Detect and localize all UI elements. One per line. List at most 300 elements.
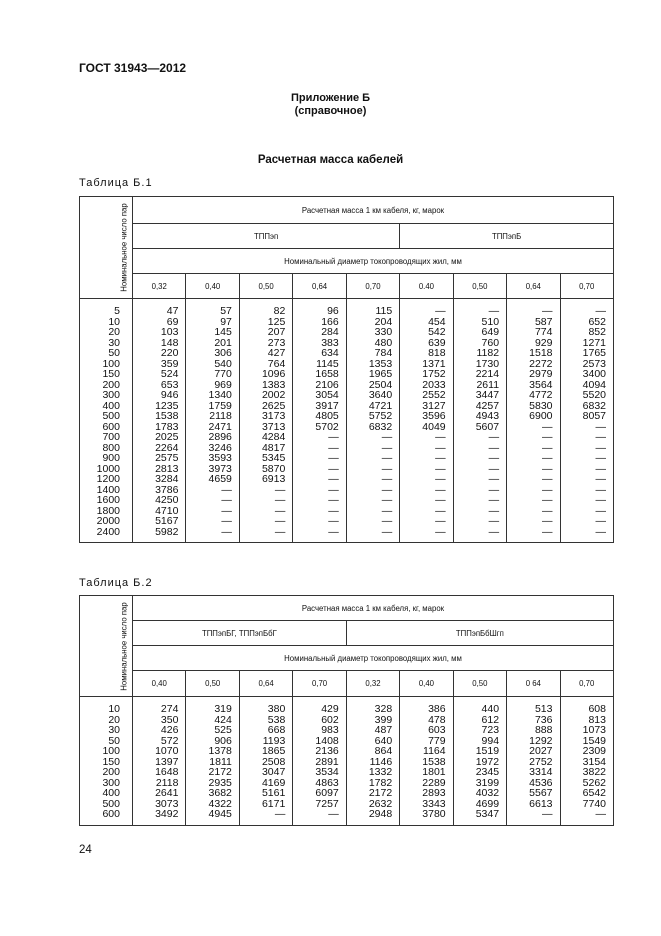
- table-cell: 3073: [155, 797, 179, 810]
- table-cell: 1648: [155, 766, 179, 778]
- table-cell: —: [381, 473, 393, 485]
- table-cell: 2948: [368, 808, 393, 820]
- table-cell: 2272: [529, 357, 553, 370]
- table-cell: 1193: [262, 734, 286, 747]
- table-cell: 770: [214, 368, 232, 380]
- table-cell: 150: [102, 368, 120, 380]
- table-cell: 4659: [208, 473, 232, 485]
- table-cell: —: [595, 494, 606, 506]
- table-cell: 4772: [529, 389, 553, 401]
- table-cell: 1658: [315, 368, 339, 380]
- table-cell: 524: [160, 368, 179, 380]
- table-cell: 478: [428, 713, 446, 726]
- table-cell: 5161: [261, 787, 286, 799]
- table-cell: —: [381, 483, 393, 496]
- table-cell: 100: [102, 745, 120, 757]
- table-cell: 3343: [422, 797, 446, 810]
- table1-data-column: [186, 299, 239, 543]
- table-cell: 608: [588, 703, 606, 715]
- table-cell: 700: [102, 431, 120, 443]
- annex-subtitle: (справочное): [294, 105, 367, 117]
- table-cell: 525: [214, 724, 232, 736]
- table-cell: —: [435, 473, 446, 485]
- table-cell: —: [542, 452, 553, 464]
- table-cell: 7740: [582, 797, 606, 810]
- table-cell: 2979: [529, 368, 553, 380]
- section-title: Расчетная масса кабелей: [257, 154, 404, 166]
- table2-diameter: 0,40: [400, 671, 453, 697]
- table-cell: 1164: [423, 745, 446, 757]
- table-cell: 1752: [422, 368, 446, 380]
- table-cell: 150: [102, 755, 120, 768]
- table-cell: 330: [374, 326, 393, 338]
- table-cell: 946: [160, 389, 179, 401]
- table-cell: 649: [481, 326, 500, 338]
- table-cell: 600: [102, 420, 120, 433]
- table2-data-column: [239, 697, 292, 826]
- table-cell: —: [381, 441, 393, 454]
- table-cell: —: [488, 452, 500, 464]
- table-cell: 100: [102, 357, 120, 370]
- table1-data-column: [507, 299, 560, 543]
- table-cell: —: [328, 525, 339, 538]
- table-cell: 3593: [208, 452, 232, 464]
- table-cell: —: [542, 420, 553, 433]
- table-cell: 20: [108, 713, 120, 726]
- table-cell: 3534: [315, 766, 339, 778]
- table1-data-column: [560, 299, 614, 543]
- table2-diameter-row: [80, 671, 614, 697]
- table-cell: 2504: [368, 378, 393, 391]
- table1-diameter-header: Номинальный диаметр токопроводящих жил, мм: [133, 249, 614, 274]
- table-cell: 3127: [422, 399, 446, 412]
- table-cell: 20: [108, 326, 120, 338]
- table2-diameter: 0,70: [560, 671, 614, 697]
- table2: [79, 595, 614, 826]
- table-cell: 1371: [422, 357, 446, 370]
- table-cell: —: [595, 305, 606, 317]
- table1-diameter: 0,50: [453, 274, 506, 299]
- table-cell: 1332: [368, 766, 393, 778]
- table-cell: —: [328, 441, 339, 454]
- table-cell: 774: [534, 326, 553, 338]
- table-cell: 1965: [368, 368, 393, 380]
- table-cell: 3246: [208, 441, 232, 454]
- table-cell: 284: [321, 326, 339, 338]
- table2-data-column: [453, 697, 506, 826]
- table-cell: 1408: [315, 734, 339, 747]
- table-cell: 3713: [261, 420, 286, 433]
- table2-diameter: 0,32: [346, 671, 399, 697]
- table-cell: 6913: [261, 473, 286, 485]
- table-cell: 204: [374, 315, 393, 328]
- table-cell: 4699: [475, 797, 500, 810]
- table-cell: —: [328, 462, 339, 475]
- table-cell: 513: [534, 703, 553, 715]
- table1-group-0: ТППэп: [133, 224, 400, 249]
- table-cell: 3447: [475, 389, 500, 401]
- table-cell: 1400: [96, 483, 120, 496]
- table1-body: [80, 299, 614, 543]
- table-cell: —: [435, 515, 446, 527]
- table-cell: 4049: [422, 420, 446, 433]
- table-cell: 1200: [96, 473, 120, 485]
- table-cell: 1182: [476, 347, 500, 359]
- table-cell: 760: [481, 336, 500, 349]
- table1-data-column: [239, 299, 292, 543]
- table-cell: —: [435, 525, 446, 538]
- table-cell: 3917: [315, 399, 339, 412]
- table-cell: 864: [374, 745, 393, 757]
- table-cell: 784: [374, 347, 393, 359]
- table-cell: 440: [481, 703, 500, 715]
- table-cell: 4863: [315, 776, 339, 789]
- table-cell: —: [595, 525, 606, 538]
- table-cell: —: [542, 808, 553, 820]
- table-cell: 380: [267, 703, 286, 715]
- table-cell: 1340: [208, 389, 232, 401]
- table2-diameter: 0,50: [186, 671, 239, 697]
- table-cell: 1538: [155, 410, 179, 422]
- table-cell: 2000: [96, 515, 120, 527]
- table1: [79, 196, 614, 543]
- table-cell: —: [542, 525, 553, 538]
- table-cell: 273: [267, 336, 286, 349]
- table-cell: —: [274, 515, 286, 527]
- table1-group-1: ТППэпБ: [400, 224, 614, 249]
- table-cell: 500: [102, 797, 120, 810]
- table-cell: 2508: [261, 755, 286, 768]
- table-cell: 3682: [208, 787, 232, 799]
- table-cell: —: [488, 515, 500, 527]
- table-cell: 603: [428, 724, 446, 736]
- table-cell: 600: [102, 808, 120, 820]
- table2-data-column: [507, 697, 560, 826]
- document-code: ГОСТ 31943—2012: [79, 61, 187, 75]
- table-cell: 82: [273, 305, 286, 317]
- table-cell: 1000: [96, 462, 120, 475]
- table-cell: —: [595, 504, 606, 517]
- table-cell: 1783: [155, 420, 179, 433]
- table-cell: —: [542, 441, 553, 454]
- table-cell: 4094: [582, 378, 606, 391]
- table-cell: 1271: [582, 336, 606, 349]
- table-cell: 4817: [261, 441, 286, 454]
- table-cell: —: [595, 483, 606, 496]
- table-cell: 2025: [155, 431, 179, 443]
- table-cell: —: [221, 504, 232, 517]
- table-cell: 1146: [369, 755, 393, 768]
- table-cell: 640: [374, 734, 393, 747]
- table2-group-0: ТППэпБГ, ТППэпБбГ: [133, 621, 347, 646]
- table-cell: 5520: [582, 389, 606, 401]
- table-cell: 5567: [529, 787, 553, 799]
- table2-data-column: [400, 697, 453, 826]
- table-cell: 2172: [368, 787, 393, 799]
- table-cell: 1549: [582, 734, 606, 747]
- annex-heading: [0, 92, 661, 118]
- table1-diameter-row: [80, 274, 614, 299]
- table-cell: 1759: [208, 399, 232, 412]
- table-cell: —: [542, 431, 553, 443]
- table-cell: 50: [108, 347, 120, 359]
- table-cell: 2632: [368, 797, 393, 810]
- table1-data-column: [346, 299, 399, 543]
- table1-stub-header-text: Номинальное число пар: [119, 203, 129, 292]
- table2-diameter: 0,40: [133, 671, 186, 697]
- table-cell: 3973: [208, 462, 232, 475]
- table2-data-column: [346, 697, 399, 826]
- table-cell: 800: [102, 441, 120, 454]
- table-cell: 4322: [208, 797, 232, 810]
- table-cell: —: [328, 483, 339, 496]
- table-cell: 103: [160, 326, 179, 338]
- table-cell: 2289: [422, 776, 446, 789]
- table-cell: —: [221, 494, 232, 506]
- table1-caption: Таблица Б.1: [79, 177, 153, 189]
- table-cell: —: [595, 515, 606, 527]
- table-cell: 2106: [315, 378, 339, 391]
- table-cell: 540: [214, 357, 232, 370]
- table-cell: —: [435, 431, 446, 443]
- table-cell: 400: [102, 787, 120, 799]
- table-cell: 587: [534, 315, 553, 328]
- table-cell: —: [381, 515, 393, 527]
- table-cell: —: [381, 494, 393, 506]
- table-cell: —: [488, 305, 500, 317]
- table-cell: 1972: [475, 755, 500, 768]
- table-cell: 542: [428, 326, 446, 338]
- table-cell: 328: [374, 703, 393, 715]
- table-cell: 1765: [582, 347, 606, 359]
- table-cell: —: [488, 525, 500, 538]
- table-cell: —: [381, 525, 393, 538]
- table-cell: 4805: [315, 410, 339, 422]
- table-cell: —: [542, 473, 553, 485]
- table1-diameter: 0,70: [560, 274, 614, 299]
- table-cell: 5607: [475, 420, 500, 433]
- table-cell: —: [274, 808, 286, 820]
- table-cell: 6542: [582, 787, 606, 799]
- table2-data-column: [133, 697, 186, 826]
- table2-data-column: [293, 697, 346, 826]
- table-cell: —: [381, 504, 393, 517]
- table-cell: 4710: [155, 504, 179, 517]
- table-cell: 969: [214, 378, 232, 391]
- table-cell: —: [328, 431, 339, 443]
- table1-diameter: 0,70: [346, 274, 399, 299]
- table-cell: —: [328, 808, 339, 820]
- table-cell: 424: [214, 713, 232, 726]
- table2-diameter: 0,64: [239, 671, 292, 697]
- table-cell: 145: [214, 326, 232, 338]
- table-cell: 1378: [208, 745, 232, 757]
- table-cell: —: [595, 420, 606, 433]
- table-cell: 2575: [155, 452, 179, 464]
- table-cell: 1145: [316, 357, 339, 370]
- table-cell: 888: [534, 724, 553, 736]
- table-cell: 1782: [368, 776, 393, 789]
- table-cell: 97: [220, 315, 232, 328]
- table-cell: 480: [374, 336, 393, 349]
- table-cell: 818: [428, 347, 446, 359]
- table-cell: —: [595, 462, 606, 475]
- table-cell: 2893: [422, 787, 446, 799]
- table-cell: 8057: [582, 410, 606, 422]
- table-cell: 2573: [582, 357, 606, 370]
- table-cell: —: [488, 504, 500, 517]
- table-cell: —: [274, 483, 286, 496]
- table-cell: 2027: [529, 745, 553, 757]
- table-cell: 1865: [261, 745, 286, 757]
- table-cell: 2033: [422, 378, 446, 391]
- table-cell: 2611: [476, 378, 500, 391]
- table-cell: 220: [160, 347, 179, 359]
- table-cell: 2172: [208, 766, 232, 778]
- table-cell: 723: [481, 724, 500, 736]
- table-cell: 500: [102, 410, 120, 422]
- table-cell: 639: [428, 336, 446, 349]
- table-cell: 2136: [315, 745, 339, 757]
- table-cell: —: [542, 504, 553, 517]
- table-cell: 2118: [155, 776, 179, 789]
- table-cell: —: [274, 494, 286, 506]
- table-cell: —: [435, 483, 446, 496]
- table-cell: —: [221, 483, 232, 496]
- table1-diameter: 0,40: [186, 274, 239, 299]
- table-cell: 69: [166, 315, 179, 328]
- table-cell: 6097: [315, 787, 339, 799]
- table-cell: 115: [375, 305, 393, 317]
- table-cell: 6900: [529, 410, 553, 422]
- table-cell: 7257: [315, 797, 339, 810]
- table-cell: 1383: [261, 378, 286, 391]
- table-cell: —: [328, 515, 339, 527]
- table1-data-column: [293, 299, 346, 543]
- table-cell: 5: [114, 305, 120, 317]
- table2-top-header: Расчетная масса 1 км кабеля, кг, марок: [133, 596, 614, 621]
- table-cell: 10: [108, 703, 120, 715]
- table1-data-column: [133, 299, 186, 543]
- table1-stub-header: [80, 197, 133, 299]
- table-cell: 3564: [529, 378, 553, 391]
- table-cell: —: [488, 473, 500, 485]
- table1-diameter: 0,32: [133, 274, 186, 299]
- table-cell: 1600: [96, 494, 120, 506]
- table-cell: —: [381, 452, 393, 464]
- table-cell: 906: [214, 734, 232, 747]
- table1-data-column: [400, 299, 453, 543]
- table-cell: 5167: [155, 515, 179, 527]
- table-cell: 764: [267, 357, 286, 370]
- table-cell: 454: [428, 315, 446, 328]
- table-cell: 736: [534, 713, 553, 726]
- table-cell: —: [595, 441, 606, 454]
- table-cell: 96: [327, 305, 339, 317]
- table-cell: 386: [428, 703, 446, 715]
- table-cell: 813: [588, 713, 606, 726]
- table-cell: 383: [321, 336, 339, 349]
- table-cell: 1518: [529, 347, 553, 359]
- table-cell: —: [595, 808, 606, 820]
- table-cell: 1538: [422, 755, 446, 768]
- table-cell: —: [542, 305, 553, 317]
- table-cell: 426: [160, 724, 179, 736]
- table-cell: 1353: [368, 357, 393, 370]
- table2-diameter: 0 64: [507, 671, 560, 697]
- table-cell: 4536: [529, 776, 553, 789]
- table-cell: 602: [321, 713, 339, 726]
- table-cell: 3492: [155, 808, 179, 820]
- table1-pairs-column: [80, 299, 133, 543]
- table-cell: 148: [160, 336, 179, 349]
- table-cell: 3822: [582, 766, 606, 778]
- table-cell: —: [435, 305, 446, 317]
- table-cell: 427: [267, 347, 286, 359]
- table-cell: 359: [160, 357, 179, 370]
- table-cell: 400: [102, 399, 120, 412]
- table-cell: 2264: [155, 441, 179, 454]
- table1-diameter: 0,64: [293, 274, 346, 299]
- table-cell: 2118: [209, 410, 232, 422]
- table-cell: 5702: [315, 420, 339, 433]
- table-cell: 1397: [155, 755, 179, 768]
- table1-top-header: Расчетная масса 1 км кабеля, кг, марок: [133, 197, 614, 224]
- table-cell: 4284: [261, 431, 286, 443]
- table-cell: 5830: [529, 399, 553, 412]
- table-cell: 994: [481, 734, 500, 747]
- table-cell: 3054: [315, 389, 339, 401]
- table-cell: 1235: [155, 399, 179, 412]
- table2-diameter: 0,70: [293, 671, 346, 697]
- table-cell: 1730: [475, 357, 500, 370]
- table-cell: —: [595, 473, 606, 485]
- table-cell: 779: [428, 734, 446, 747]
- table-cell: 3400: [582, 368, 606, 380]
- table1-data-column: [453, 299, 506, 543]
- table-cell: 2891: [315, 755, 339, 768]
- table-cell: 6613: [529, 797, 553, 810]
- table-cell: 2552: [422, 389, 446, 401]
- table-cell: 1070: [155, 745, 179, 757]
- table-cell: 2641: [155, 787, 179, 799]
- table-cell: 3786: [155, 483, 179, 496]
- table-cell: 2400: [96, 525, 120, 538]
- table-cell: 5347: [475, 808, 500, 820]
- table-cell: 1811: [209, 755, 232, 768]
- table-cell: 929: [534, 336, 553, 349]
- table-cell: —: [488, 441, 500, 454]
- table-cell: 200: [102, 766, 120, 778]
- table-cell: 30: [108, 336, 120, 349]
- table-cell: —: [542, 494, 553, 506]
- table2-body: [80, 697, 614, 826]
- table-cell: 10: [108, 315, 120, 328]
- table2-diameter: 0,50: [453, 671, 506, 697]
- table-cell: 274: [160, 703, 179, 715]
- table-cell: 5870: [261, 462, 286, 475]
- page-number: 24: [79, 844, 92, 856]
- table-cell: —: [542, 462, 553, 475]
- table-cell: —: [221, 525, 232, 538]
- table-cell: —: [381, 431, 393, 443]
- annex-title: Приложение Б: [290, 92, 371, 104]
- table2-diameter-header: Номинальный диаметр токопроводящих жил, мм: [133, 646, 614, 671]
- table-cell: 2896: [208, 431, 232, 443]
- table-cell: 6171: [261, 797, 286, 810]
- table-cell: 2752: [529, 755, 553, 768]
- table-cell: —: [542, 483, 553, 496]
